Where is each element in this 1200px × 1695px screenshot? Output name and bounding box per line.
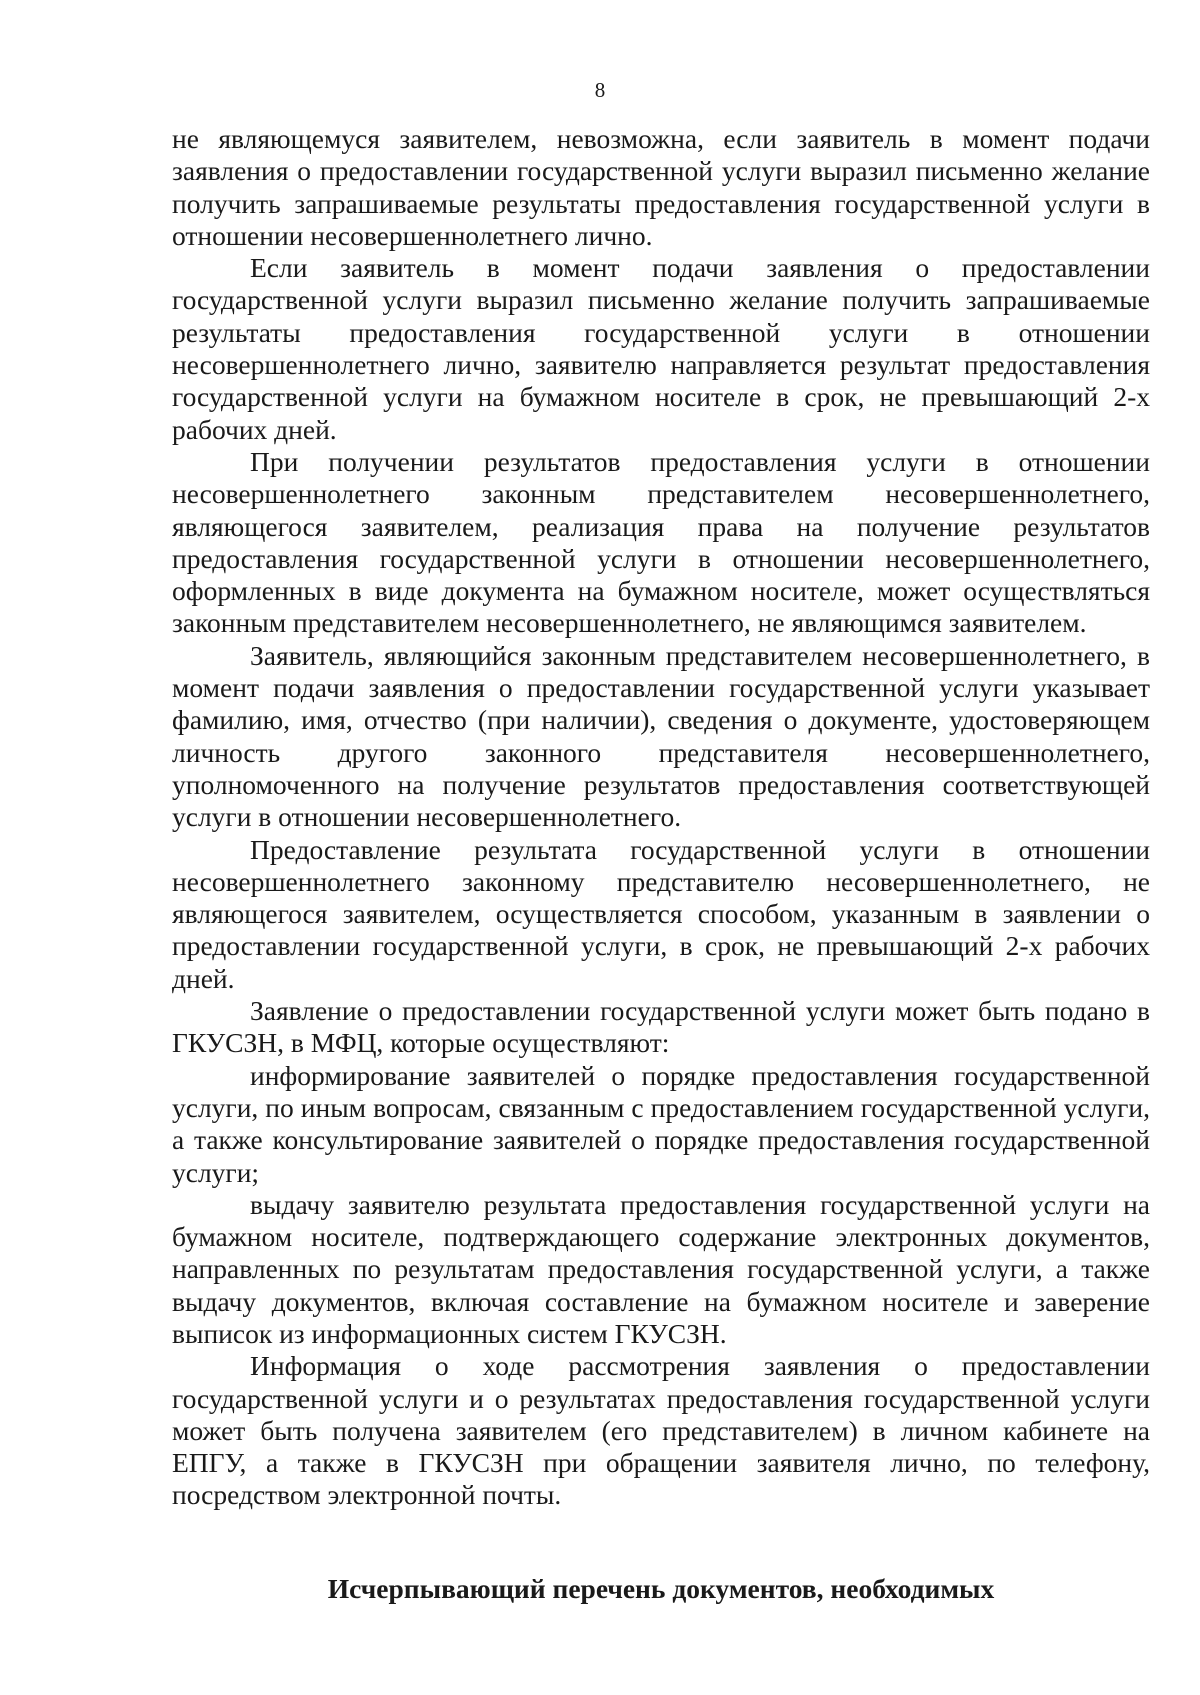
paragraph: Если заявитель в момент подачи заявления о предоставлении государственной услуги выразил письменно желание получить запрашиваемые результаты предоставления государственной услуги в отношении несовершеннолетнего лично, заявителю направляется результат предоставления государственной услуги на бумажном носителе в срок, не превышающий 2-х рабочих дней. xyxy=(172,252,1150,445)
page-number: 8 xyxy=(594,78,606,102)
list-paragraph: выдачу заявителю результата предоставления государственной услуги на бумажном носителе, подтверждающего содержание электронных документов, направленных по результатам предоставления государственной услуги, а также выдачу документов, включая составление на бумажном носителе и заверение выписок из информационных систем ГКУСЗН. xyxy=(172,1188,1150,1349)
paragraph: При получении результатов предоставления услуги в отношении несовершеннолетнего законным представителем несовершеннолетнего, являющегося заявителем, реализация права на получение результатов предоставления государственной услуги в отношении несовершеннолетнего, оформленных в виде документа на бумажном носителе, может осуществляться законным представителем несовершеннолетнего, не являющимся заявителем. xyxy=(172,445,1150,639)
list-paragraph: информирование заявителей о порядке предоставления государственной услуги, по иным вопросам, связанным с предоставлением государственной услуги, а также консультирование заявителей о порядке предоставления государственной услуги; xyxy=(172,1059,1150,1188)
section-heading: Исчерпывающий перечень документов, необходимых xyxy=(327,1573,995,1604)
paragraph: Предоставление результата государственной услуги в отношении несовершеннолетнего законному представителю несовершеннолетнего, не являющегося заявителем, осуществляется способом, указанным в заявлении о предоставлении государственной услуги, в срок, не превышающий 2-х рабочих дней. xyxy=(172,833,1150,994)
paragraph: Заявление о предоставлении государственной услуги может быть подано в ГКУСЗН, в МФЦ, которые осуществляют: xyxy=(172,995,1150,1059)
paragraph: Заявитель, являющийся законным представителем несовершеннолетнего, в момент подачи заявления о предоставлении государственной услуги указывает фамилию, имя, отчество (при наличии), сведения о документе, удостоверяющем личность другого законного представителя несовершеннолетнего, уполномоченного на получение результатов предоставления соответствующей услуги в отношении несовершеннолетнего. xyxy=(172,639,1150,833)
paragraph: Информация о ходе рассмотрения заявления о предоставлении государственной услуги и о результатах предоставления государственной услуги может быть получена заявителем (его представителем) в личном кабинете на ЕПГУ, а также в ГКУСЗН при обращении заявителя лично, по телефону, посредством электронной почты. xyxy=(172,1350,1150,1511)
document-body xyxy=(172,123,1150,1512)
paragraph-continuation: не являющемуся заявителем, невозможна, если заявитель в момент подачи заявления о предоставлении государственной услуги выразил письменно желание получить запрашиваемые результаты предоставления государственной услуги в отношении несовершеннолетнего лично. xyxy=(172,123,1150,251)
